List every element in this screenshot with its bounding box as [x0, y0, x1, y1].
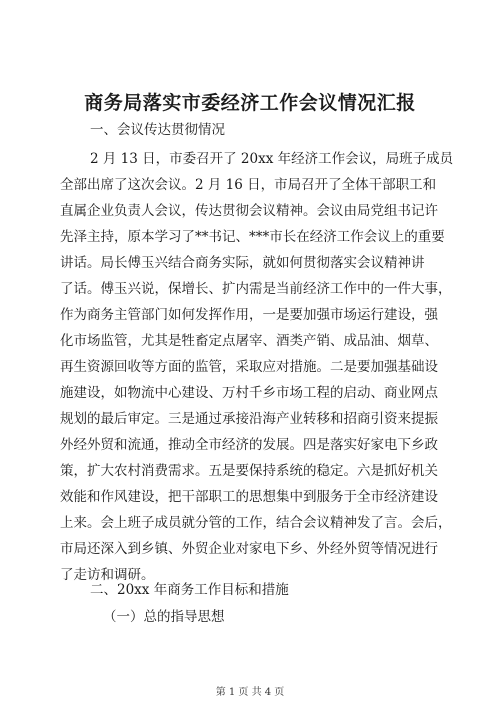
paragraph-line: 再生资源回收等方面的监管，采取应对措施。二是要加强基础设: [60, 359, 438, 375]
paragraph-line: 作为商务主管部门如何发挥作用，一是要加强市场运行建设，强: [60, 307, 438, 323]
paragraph-line: 2 月 13 日，市委召开了 20xx 年经济工作会议，局班子成员: [90, 151, 454, 167]
paragraph-line: 讲话。局长傅玉兴结合商务实际，就如何贯彻落实会议精神讲: [60, 255, 425, 271]
paragraph-line: 直属企业负责人会议，传达贯彻会议精神。会议由局党组书记许: [60, 203, 438, 219]
paragraph-line: 市局还深入到乡镇、外贸企业对家电下乡、外经外贸等情况进行: [60, 541, 438, 557]
section-heading-2: 二、20xx 年商务工作目标和措施: [90, 582, 289, 598]
paragraph-line: 策，扩大农村消费需求。五是要保持系统的稳定。六是抓好机关: [60, 463, 438, 479]
paragraph-body: [60, 146, 454, 588]
subsection-heading: （一）总的指导思想: [103, 609, 225, 625]
paragraph-line: 全部出席了这次会议。2 月 16 日，市局召开了全体干部职工和: [60, 177, 437, 193]
paragraph-line: 了走访和调研。: [60, 567, 155, 583]
paragraph-line: 外经外贸和流通，推动全市经济的发展。四是落实好家电下乡政: [60, 437, 438, 453]
paragraph-line: 效能和作风建设，把干部职工的思想集中到服务于全市经济建设: [60, 489, 438, 505]
paragraph-line: 先泽主持，原本学习了**书记、***市长在经济工作会议上的重要: [60, 229, 445, 245]
document-title: 商务局落实市委经济工作会议情况汇报: [84, 92, 416, 114]
paragraph-line: 上来。会上班子成员就分管的工作，结合会议精神发了言。会后，: [60, 515, 452, 531]
page-footer: 第 1 页 共 4 页: [215, 687, 285, 698]
paragraph-line: 施建设，如物流中心建设、万村千乡市场工程的启动、商业网点: [60, 385, 438, 401]
section-heading-1: 一、会议传达贯彻情况: [90, 122, 225, 138]
paragraph-line: 规划的最后审定。三是通过承接沿海产业转移和招商引资来提振: [60, 411, 438, 427]
paragraph-line: 了话。傅玉兴说，保增长、扩内需是当前经济工作中的一件大事，: [60, 281, 452, 297]
paragraph-line: 化市场监管，尤其是牲畜定点屠宰、酒类产销、成品油、烟草、: [60, 333, 438, 349]
